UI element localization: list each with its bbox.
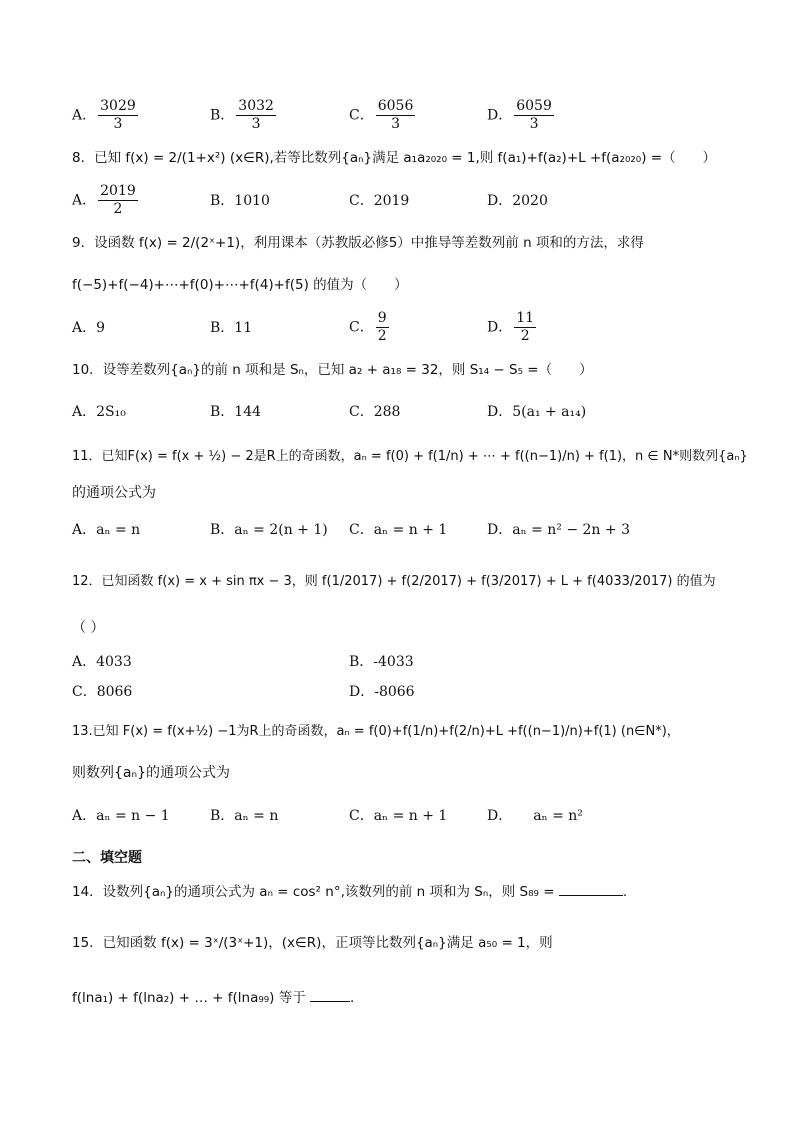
q9-stem: 9．设函数 f(x) = 2/(2ˣ+1)，利用课本（苏教版必修5）中推导等差数列前 n 项和的方法，求得 bbox=[72, 235, 644, 251]
denominator: 2 bbox=[520, 328, 530, 344]
q9-option-c bbox=[349, 310, 391, 345]
q13-stem-2: 则数列{aₙ}的通项公式为 bbox=[72, 765, 230, 781]
q13-stem: 13.已知 F(x) = f(x+½) −1为R上的奇函数，aₙ = f(0)+f(1/n)+f(2/n)+L +f((n−1)/n)+f(1) (n∈N*)， bbox=[72, 724, 680, 739]
fraction bbox=[376, 98, 416, 133]
section-heading: 二、填空题 bbox=[72, 850, 142, 866]
q12-stem: 12．已知函数 f(x) = x + sin πx − 3，则 f(1/2017) + f(2/2017) + f(3/2017) + L + f(4033/2017) 的值为 bbox=[72, 574, 716, 589]
q10-option-d: D．5(a₁ + a₁₄) bbox=[487, 404, 587, 420]
q7-option-c bbox=[349, 98, 417, 133]
q12-option-a: A．4033 bbox=[72, 654, 132, 670]
q13-option-b: B．aₙ = n bbox=[210, 808, 279, 824]
q10-stem: 10．设等差数列{aₙ}的前 n 项和是 Sₙ，已知 a₂ + a₁₈ = 32，则 S₁₄ − S₅ =（ ） bbox=[72, 362, 593, 378]
option-label: D． bbox=[487, 319, 513, 336]
q8-option-d: D．2020 bbox=[487, 193, 548, 209]
q14-tail: . bbox=[622, 884, 628, 900]
q11-stem: 11．已知F(x) = f(x + ½) − 2是R上的奇函数，aₙ = f(0) + f(1/n) + ⋯ + f((n−1)/n) + f(1)，n ∈ N*则数列{aₙ} bbox=[72, 449, 748, 464]
q12-option-d: D．-8066 bbox=[349, 684, 415, 700]
q13-option-c: C．aₙ = n + 1 bbox=[349, 808, 448, 824]
denominator: 3 bbox=[391, 116, 400, 132]
q9-option-d bbox=[487, 310, 538, 345]
fraction bbox=[98, 98, 138, 133]
option-label: D． bbox=[487, 107, 513, 124]
fraction bbox=[98, 183, 138, 218]
q8-option-a bbox=[72, 183, 140, 218]
fraction bbox=[236, 98, 276, 133]
option-label: C． bbox=[349, 319, 374, 336]
q15-stem-2 bbox=[72, 988, 354, 1008]
q11-option-c: C．aₙ = n + 1 bbox=[349, 522, 448, 538]
numerator: 9 bbox=[377, 310, 387, 326]
q13-option-d: D． aₙ = n² bbox=[487, 808, 583, 824]
q15-tail: . bbox=[350, 990, 355, 1006]
q11-option-a: A．aₙ = n bbox=[72, 522, 141, 538]
q8-stem: 8．已知 f(x) = 2/(1+x²) (x∈R),若等比数列{aₙ}满足 a₁a₂₀₂₀ = 1,则 f(a₁)+f(a₂)+L +f(a₂₀₂₀) =（ ） bbox=[72, 150, 717, 166]
denominator: 3 bbox=[529, 116, 539, 132]
option-label: C． bbox=[349, 107, 374, 124]
q7-option-a bbox=[72, 98, 140, 133]
q10-option-b: B．144 bbox=[210, 404, 262, 420]
denominator: 3 bbox=[251, 116, 261, 132]
q7-option-d bbox=[487, 98, 556, 133]
q8-option-c: C．2019 bbox=[349, 193, 410, 209]
q12-option-c: C．8066 bbox=[72, 684, 133, 700]
numerator: 11 bbox=[516, 310, 535, 326]
q14-text: 14．设数列{aₙ}的通项公式为 aₙ = cos² n°,该数列的前 n 项和为 Sₙ，则 S₈₉ = bbox=[72, 884, 555, 900]
q12-stem-2: （ ） bbox=[72, 620, 105, 636]
q8-option-b: B．1010 bbox=[210, 193, 270, 209]
fraction bbox=[376, 310, 389, 345]
numerator: 3029 bbox=[100, 98, 136, 114]
q10-option-c: C．288 bbox=[349, 404, 401, 420]
numerator: 2019 bbox=[100, 183, 136, 199]
fraction bbox=[514, 98, 554, 133]
q15-text: f(lna₁) + f(lna₂) + … + f(lna₉₉) 等于 bbox=[72, 990, 306, 1006]
q7-option-b bbox=[210, 98, 278, 133]
q9-option-b: B．11 bbox=[210, 320, 253, 336]
q11-option-b: B．aₙ = 2(n + 1) bbox=[210, 522, 328, 538]
q9-option-a: A．9 bbox=[72, 320, 106, 336]
q9-stem-2: f(−5)+f(−4)+⋯+f(0)+⋯+f(4)+f(5) 的值为（ ） bbox=[72, 277, 408, 293]
numerator: 6056 bbox=[377, 98, 414, 114]
answer-blank[interactable] bbox=[310, 989, 350, 1002]
denominator: 3 bbox=[113, 116, 123, 132]
numerator: 6059 bbox=[516, 98, 552, 114]
numerator: 3032 bbox=[238, 98, 274, 114]
fraction bbox=[514, 310, 536, 345]
q14-stem bbox=[72, 882, 627, 902]
q11-option-d: D．aₙ = n² − 2n + 3 bbox=[487, 522, 630, 538]
q12-option-b: B．-4033 bbox=[349, 654, 414, 670]
q11-stem-2: 的通项公式为 bbox=[72, 485, 156, 501]
denominator: 2 bbox=[377, 328, 387, 344]
q13-option-a: A．aₙ = n − 1 bbox=[72, 808, 170, 824]
denominator: 2 bbox=[113, 201, 123, 217]
q15-stem: 15．已知函数 f(x) = 3ˣ/(3ˣ+1)，(x∈R)，正项等比数列{aₙ}满足 a₅₀ = 1，则 bbox=[72, 935, 553, 951]
option-label: A． bbox=[72, 192, 97, 209]
option-label: A． bbox=[72, 107, 97, 124]
q10-option-a: A．2S₁₀ bbox=[72, 404, 126, 420]
answer-blank[interactable] bbox=[559, 883, 623, 896]
option-label: B． bbox=[210, 107, 235, 124]
